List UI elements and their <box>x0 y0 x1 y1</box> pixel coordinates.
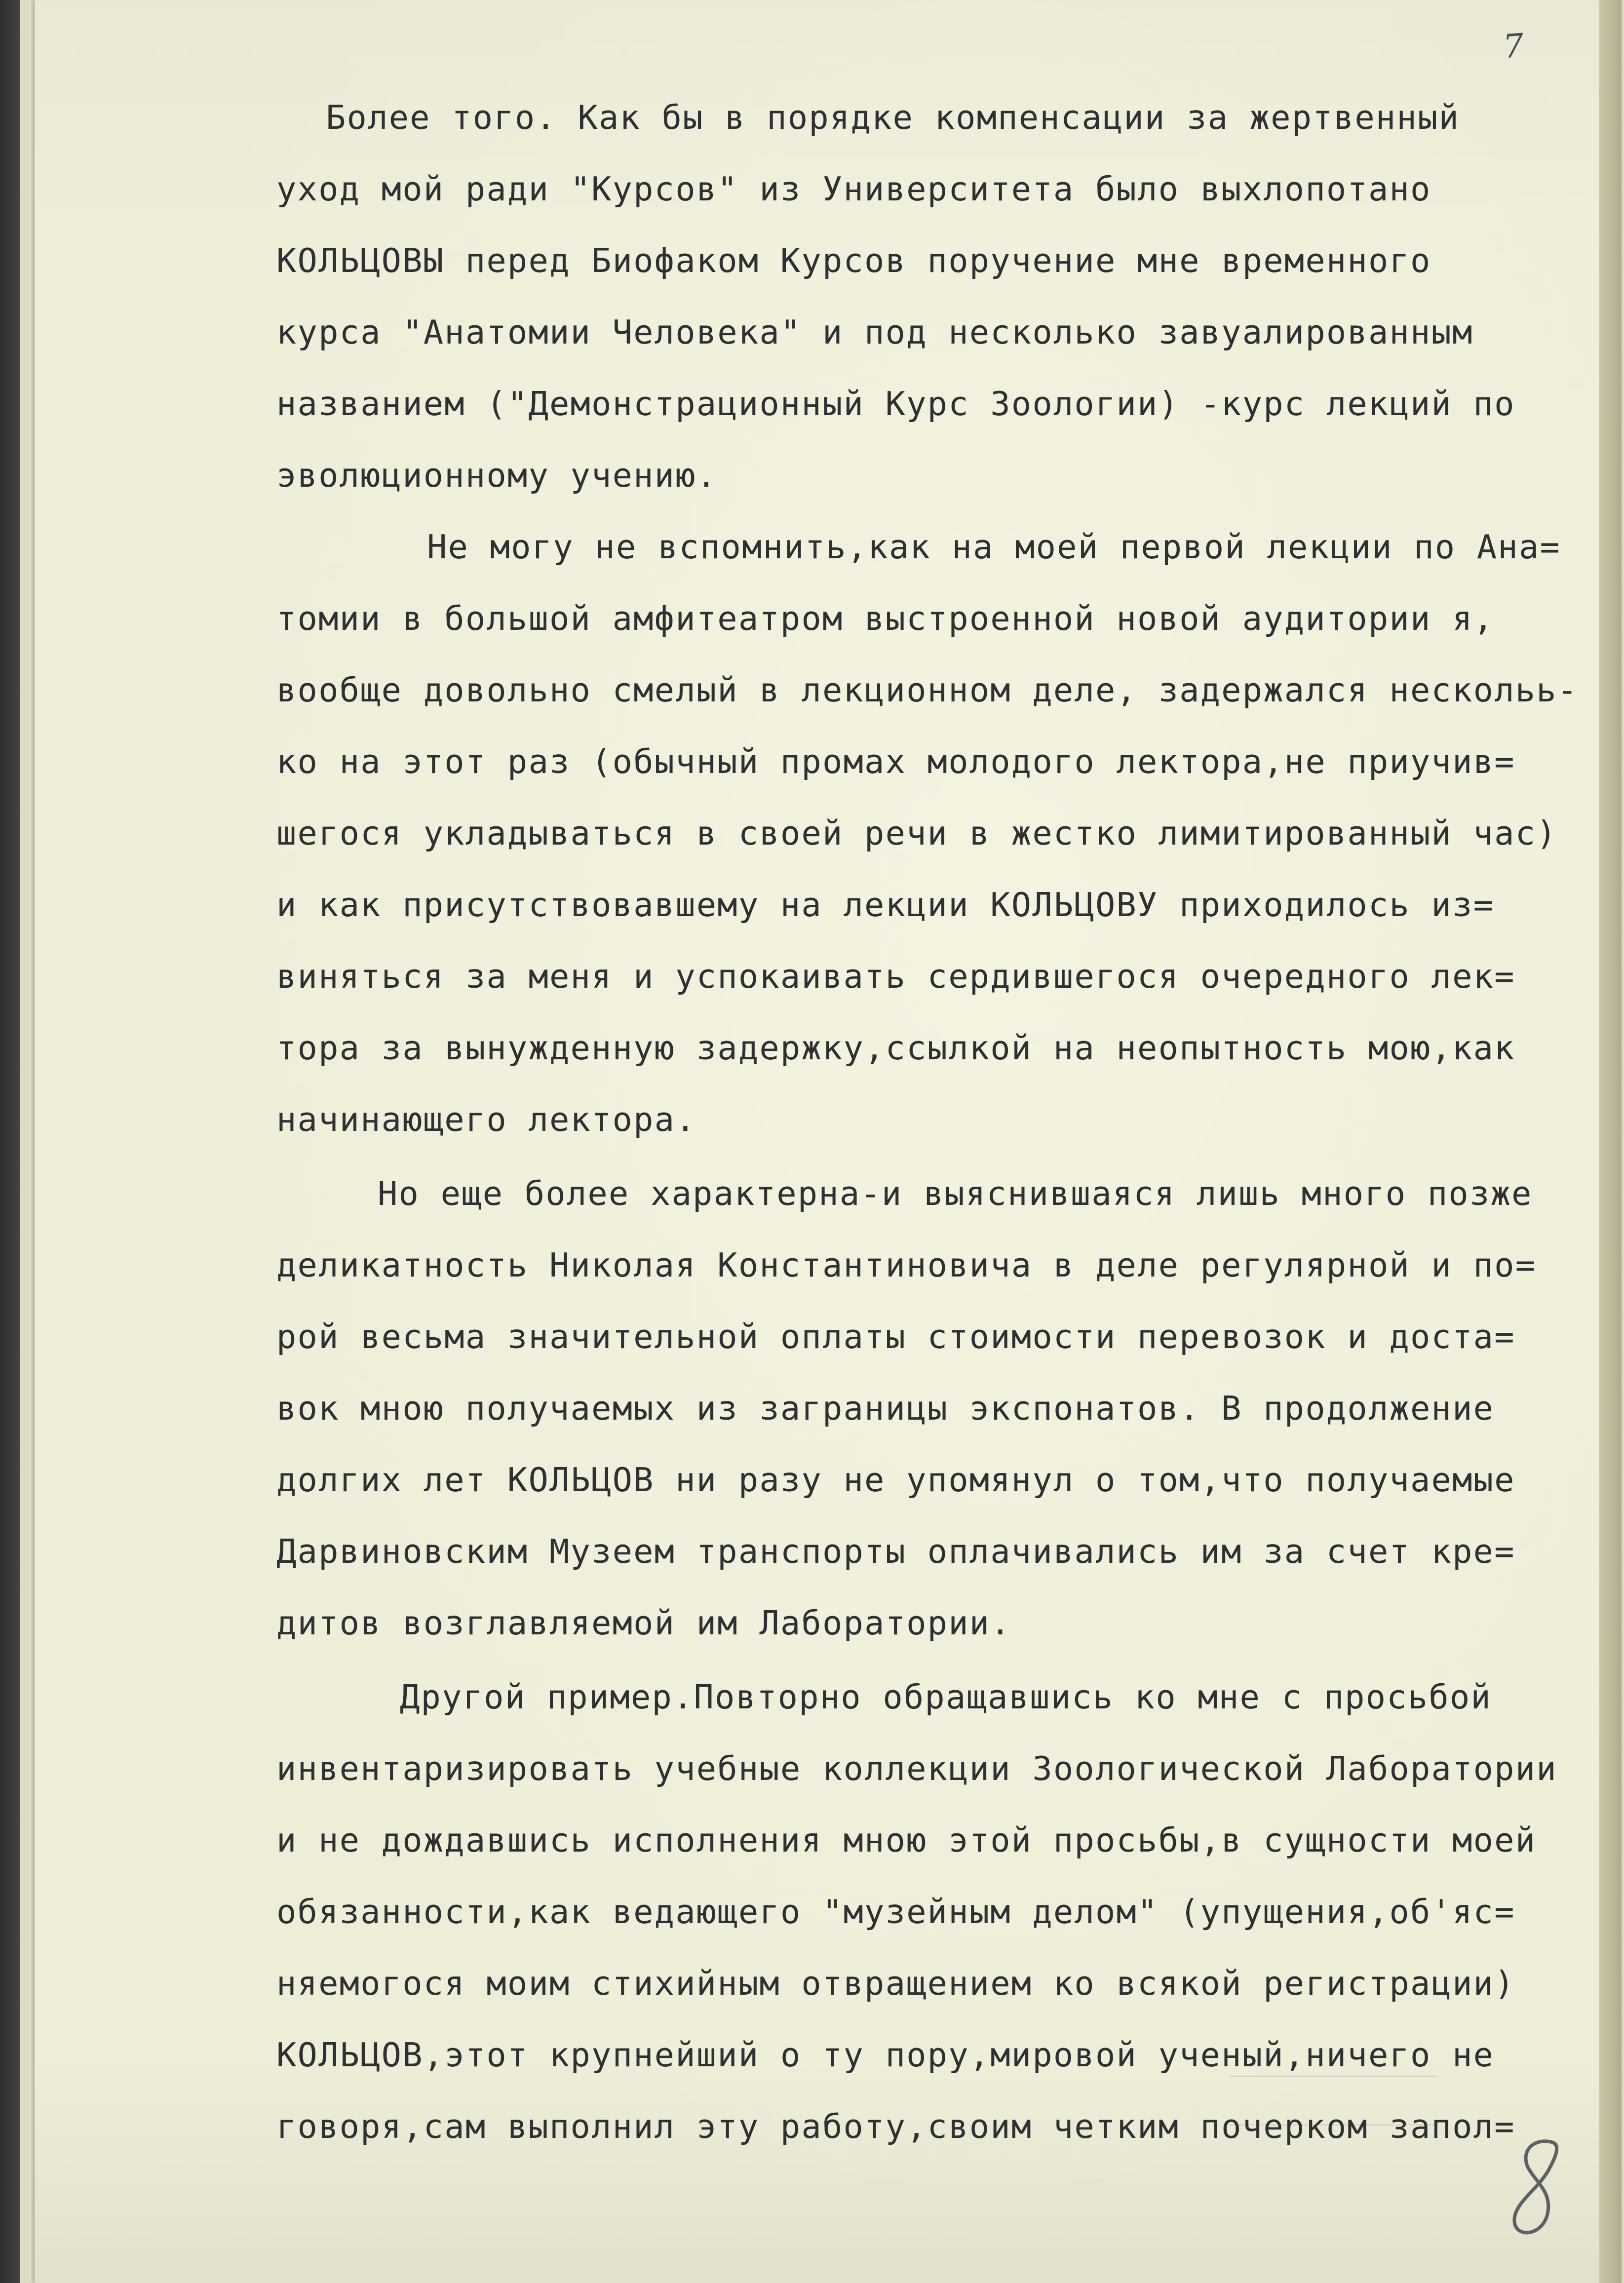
text-line: инвентаризировать учебные коллекции Зоологической Лаборатории <box>276 1749 1557 1788</box>
text-line: ко на этот раз (обычный промах молодого лектора,не приучив= <box>276 742 1515 781</box>
text-line: долгих лет КОЛЬЦОВ ни разу не упомянул о том,что получаемые <box>276 1461 1515 1499</box>
text-line: обязанности,как ведающего "музейным делом" (упущения,об'яс= <box>276 1893 1515 1931</box>
text-line: вообще довольно смелый в лекционном деле, задержался нескольь- <box>276 671 1579 709</box>
text-line: Более того. Как бы в порядке компенсации за жертвенный <box>326 98 1460 137</box>
text-line: виняться за меня и успокаивать сердившегося очередного лек= <box>276 957 1515 996</box>
text-line: названием ("Демонстрационный Курс Зоологии) -курс лекций по <box>276 385 1515 423</box>
text-line: шегося укладываться в своей речи в жестко лимитированный час) <box>276 814 1557 852</box>
text-line: рой весьма значительной оплаты стоимости перевозок и доста= <box>276 1317 1515 1356</box>
text-line: уход мой ради "Курсов" из Университета было выхлопотано <box>276 170 1431 208</box>
text-line: Но еще более характерна-и выяснившаяся лишь много позже <box>378 1174 1533 1213</box>
text-line: Не могу не вспомнить,как на моей первой лекции по Ана= <box>427 528 1561 566</box>
handwritten-folio-number <box>1501 2132 1570 2246</box>
page-number: 7 <box>1502 26 1525 66</box>
text-line: курса "Анатомии Человека" и под несколько завуалированным <box>276 313 1473 351</box>
text-line: начинающего лектора. <box>276 1100 696 1139</box>
text-line: КОЛЬЦОВЫ перед Биофаком Курсов поручение мне временного <box>276 241 1431 280</box>
text-line: Другой пример.Повторно обращавшись ко мне с просьбой <box>400 1678 1492 1716</box>
text-line: эволюционному учению. <box>276 456 718 495</box>
text-line: и не дождавшись исполнения мною этой просьбы,в сущности моей <box>276 1821 1537 1859</box>
text-line: Дарвиновским Музеем транспорты оплачивались им за счет кре= <box>276 1532 1515 1571</box>
text-line: тора за вынужденную задержку,ссылкой на неопытность мою,как <box>276 1029 1515 1067</box>
text-line: томии в большой амфитеатром выстроенной новой аудитории я, <box>276 599 1495 638</box>
text-line: деликатность Николая Константиновича в деле регулярной и по= <box>276 1246 1537 1284</box>
text-line: дитов возглавляемой им Лаборатории. <box>276 1604 1011 1642</box>
faded-stamp <box>1229 2076 1436 2126</box>
text-line: няемогося моим стихийным отвращением ко всякой регистрации) <box>276 1964 1515 2003</box>
text-line: вок мною получаемых из заграницы экспонатов. В продолжение <box>276 1389 1495 1428</box>
text-line: говоря,сам выполнил эту работу,своим четким почерком запол= <box>276 2107 1515 2146</box>
page-edge <box>1599 0 1622 2283</box>
text-line: КОЛЬЦОВ,этот крупнейший о ту пору,мировой ученый,ничего не <box>276 2036 1495 2074</box>
text-line: и как присутствовавшему на лекции КОЛЬЦОВУ приходилось из= <box>276 886 1495 924</box>
